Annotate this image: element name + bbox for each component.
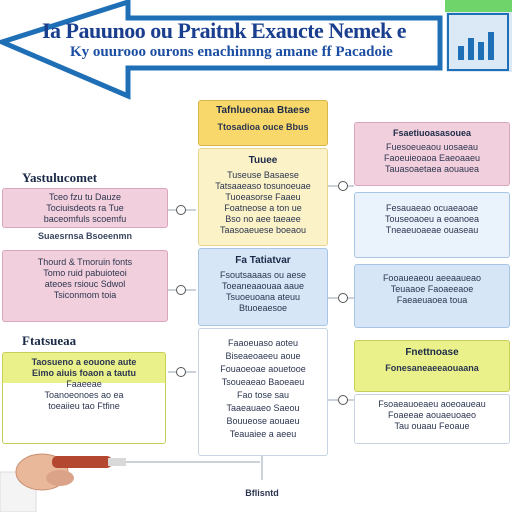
- right-box-5: [354, 394, 510, 444]
- left-title: Yastulucomet: [22, 170, 98, 185]
- center-box-1-header: Tafnlueonaa Btaese: [216, 105, 310, 116]
- text-line: Fesauaeao ocuaeaoae: [385, 203, 479, 213]
- right-box-1-lines: [355, 139, 509, 178]
- text-line: Foaeeae aouaeuoaeo: [387, 410, 477, 420]
- right-box-3: [354, 264, 510, 328]
- text-line: Faeaeuaoea toua: [396, 295, 468, 305]
- text-line: Teuaaoe Faoaeeaoe: [390, 284, 474, 294]
- banner-subtitle: Ky ouurooo ourons enachinnng amane ff Pacadoie: [70, 44, 393, 60]
- center-box-2-header: Tuuee: [248, 155, 278, 166]
- text-line: Biseaeoaeeu aoue: [225, 351, 301, 361]
- text-line: Tatsaaeaso tosunoeuae: [215, 181, 311, 191]
- text-line: Tomo ruid pabuioteoi: [43, 268, 127, 278]
- left-box-1: [2, 188, 168, 228]
- text-line: Taosueno a eouone aute: [31, 357, 137, 367]
- connector-node: [176, 367, 186, 377]
- connector-node: [338, 293, 348, 303]
- text-line: Tuoeasorse Faaeu: [225, 192, 301, 202]
- text-line: Faaoeuaso aoteu: [227, 338, 299, 348]
- center-box-2-lines: [199, 167, 327, 239]
- text-line: Btuoeaesoe: [238, 303, 288, 313]
- right-box-3-lines: [355, 265, 509, 309]
- text-line: Tsoueaeao Baoeaeu: [221, 377, 305, 387]
- text-line: Tau ouaau Feoaue: [394, 421, 470, 431]
- left-title-2: Ftatsueaa: [22, 333, 77, 348]
- center-box-4-lines: [199, 329, 327, 444]
- text-line: Toeaneaaouaa aaue: [221, 281, 305, 291]
- text-line: Fooaueaeou aeeaaueao: [382, 273, 482, 283]
- text-line: Thourd & Tmoruin fonts: [37, 257, 133, 267]
- left-box-2: [2, 250, 168, 322]
- left-box-3-lines: [3, 353, 165, 415]
- text-line: Toanoeonoes ao ea: [44, 390, 124, 400]
- right-box-1-header: Fsaetiuoasasouea: [392, 128, 472, 138]
- text-line: Fsoutsaaaas ou aese: [219, 270, 307, 280]
- right-box-5-lines: [355, 395, 509, 435]
- text-line: Taasoaeuese boeaou: [219, 225, 307, 235]
- text-line: ateoes rsiouc Sdwol: [44, 279, 126, 289]
- text-line: Faoeuieoaoa Eaeoaaeu: [383, 153, 481, 163]
- right-box-2: [354, 192, 510, 258]
- text-line: Fsoaeauoeaeu aoeoaueau: [378, 399, 486, 409]
- text-line: toeaiieu tao Ftfine: [48, 401, 120, 411]
- right-box-1: [354, 122, 510, 186]
- center-box-1: [198, 100, 328, 146]
- text-line: Tauasoaetaea aouauea: [384, 164, 480, 174]
- connector-node: [176, 285, 186, 295]
- hand-with-pen-illustration: [0, 432, 130, 512]
- left-box-1-lines: [3, 189, 167, 228]
- connector-node: [338, 395, 348, 405]
- text-line: Tneaeuoaeae ouaseau: [385, 225, 479, 235]
- center-box-4: [198, 328, 328, 456]
- left-box-3: [2, 352, 166, 444]
- right-box-4-subheader: Fonesaneaeeaouaana: [385, 363, 479, 373]
- text-line: Bouueose aouaeu: [226, 416, 300, 426]
- center-box-3: [198, 248, 328, 326]
- text-line: Tociuisdeots ra Tue: [46, 203, 124, 213]
- right-box-4-header: Fnettnoase: [405, 347, 459, 358]
- text-line: Bso no aee taeaee: [225, 214, 301, 224]
- left-box-2-lines: [3, 251, 167, 304]
- banner-title: Ia Pauunoo ou Praitnk Exaucte Nemek e: [42, 18, 407, 43]
- center-box-1-subheader: Ttosadioa ouce Bbus: [217, 122, 309, 132]
- text-line: Tsuoeuoana ateuu: [225, 292, 301, 302]
- text-line: Fuesoeueaou uosaeau: [385, 142, 479, 152]
- text-line: Tuseuse Basaese: [227, 170, 299, 180]
- text-line: baceomfuls scoemfu: [43, 214, 127, 224]
- right-box-4: [354, 340, 510, 392]
- connector-node: [338, 181, 348, 191]
- center-footer: Bflisntd: [245, 488, 279, 498]
- center-box-2: [198, 148, 328, 246]
- text-line: Fao tose sau: [236, 390, 290, 400]
- text-line: Eimo aiuis foaon a tautu: [31, 368, 136, 378]
- center-box-3-lines: [199, 267, 327, 317]
- text-line: Faaeeae: [66, 379, 102, 389]
- center-box-3-header: Fa Tatiatvar: [235, 255, 291, 266]
- text-line: Taaeauaeo Saeou: [226, 403, 300, 413]
- text-line: Tsiconmom toia: [53, 290, 117, 300]
- left-caption-1: Suaesrnsa Bsoeenmn: [37, 231, 133, 241]
- text-line: Foatneose a ton ue: [224, 203, 302, 213]
- text-line: Teauaiee a aeeu: [229, 429, 297, 439]
- text-line: Fouaoeoae aouetooe: [220, 364, 306, 374]
- right-box-2-lines: [355, 193, 509, 239]
- text-line: Tceo fzu tu Dauze: [48, 192, 122, 202]
- connector-node: [176, 205, 186, 215]
- text-line: Touseoaoeu a eoanoea: [384, 214, 480, 224]
